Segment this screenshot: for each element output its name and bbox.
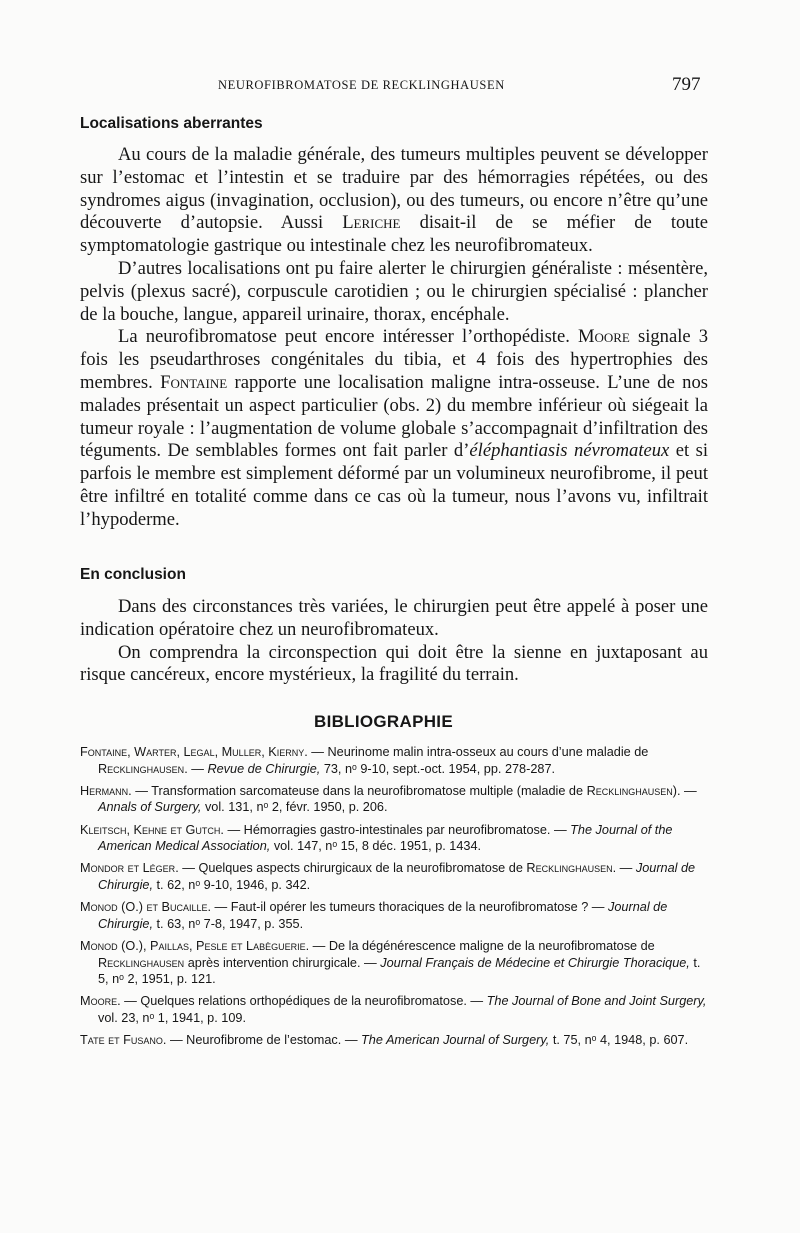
bibliography-heading: BIBLIOGRAPHIE [314,712,453,731]
entry-journal: The Journal of Bone and Joint Surgery, [486,994,707,1009]
entry-journal: The Journal of the American Medical Association, [98,822,673,854]
entry-reference: 73, nᵒ 9-10, sept.-oct. 1954, pp. 278-287. [320,761,556,776]
paragraph: Au cours de la maladie générale, des tumeurs multiples peuvent se développer sur l’estomac et l’intestin et se traduire par des hémorragies répétées, ou des syndromes aigus (invagination, occlusion), ou des tumeurs, ou encore n’être qu’une découverte d’autopsie. Aussi Leriche disait-il de se méfier de toute symptomatologie gastrique ou intestinale chez les neurofibromateux. [80,144,708,257]
page-number: 797 [672,74,701,95]
entry-text-smallcaps: Recklinghausen [586,783,673,798]
entry-text-smallcaps: Recklinghausen [98,761,185,776]
bibliography-entry [80,860,708,893]
entry-authors: Moore [80,994,118,1009]
entry-text: . — Hémorragies gastro-intestinales par neurofibromatose. — [220,822,571,837]
bibliography-entry [80,1032,708,1049]
paragraph: On comprendra la circonspection qui doit être la sienne en juxtaposant au risque cancéreux, encore mystérieux, la fragilité du terrain. [80,641,708,686]
entry-text: . — Neurinome malin intra-osseux au cours d’une maladie de [304,745,649,759]
bibliography-entry [80,899,708,932]
paragraph: La neurofibromatose peut encore intéresser l’orthopédiste. Moore signale 3 fois les pseudarthroses congénitales du tibia, et 4 fois des hypertrophies des membres. Fontaine rapporte une localisation maligne intra-osseuse. L’une de nos malades présentait un aspect particulier (obs. 2) du membre inférieur où siégeait la tumeur royale : l’augmentation de volume globale s’accompagnait d’infiltration des téguments. De semblables formes ont fait parler d’éléphantiasis névromateux et si parfois le membre est simplement déformé par un volumineux neurofibrome, il peut être infiltré en totalité comme dans ce cas où la tumeur, nous l’avons vu, infiltrait l’hypoderme. [80,326,708,530]
running-header [0,76,800,96]
entry-text-smallcaps: Recklinghausen [526,861,613,876]
bibliography-entry [80,744,708,777]
entry-text: . — Transformation sarcomateuse dans la neurofibromatose multiple (maladie de [128,783,587,798]
entry-text-2: . — [612,861,636,876]
entry-reference: t. 62, nᵒ 9-10, 1946, p. 342. [153,877,311,892]
paragraph: Dans des circonstances très variées, le chirurgien peut être appelé à poser une indication opératoire chez un neurofibromateux. [80,596,708,640]
author-name: Fontaine [160,371,228,393]
entry-reference: vol. 131, nᵒ 2, févr. 1950, p. 206. [201,800,388,815]
entry-journal: The American Journal of Surgery, [361,1033,550,1048]
italic-term: éléphantiasis névromateux [469,440,670,462]
entry-authors: Monod (O.) et Bucaille [80,900,208,915]
entry-text-2: après intervention chirurgicale. — [184,955,381,970]
section-heading-localisations: Localisations aberrantes [80,115,263,132]
entry-text: . — Quelques aspects chirurgicaux de la neurofibromatose de [175,861,527,876]
entry-authors: Fontaine, Warter, Legal, Muller, Kierny [80,745,305,759]
entry-text-2: . — [184,761,208,776]
entry-journal: Journal Français de Médecine et Chirurgie Thoracique, [380,955,690,970]
section-heading-conclusion: En conclusion [80,566,186,583]
entry-authors: Monod (O.), Paillas, Pesle et Labèguerie [80,938,306,953]
entry-text: . — Faut-il opérer les tumeurs thoraciques de la neurofibromatose ? — [207,900,609,915]
entry-authors: Tate et Fusano [80,1033,163,1048]
entry-journal: Journal de Chirurgie, [98,861,696,892]
bibliography-entry [80,783,708,816]
entry-journal: Annals of Surgery, [98,800,202,815]
entry-reference: vol. 147, nᵒ 15, 8 déc. 1951, p. 1434. [270,839,482,854]
entry-text-smallcaps: Recklinghausen [98,955,185,970]
bibliography-list [80,744,708,1054]
entry-reference: t. 75, nᵒ 4, 1948, p. 607. [549,1033,689,1048]
author-name: Moore [577,326,630,348]
bibliography-entry [80,993,708,1026]
entry-journal: Revue de Chirurgie, [207,761,321,776]
entry-authors: Kleitsch, Kehne et Gutch [80,822,221,837]
section-body-localisations [80,144,708,532]
paragraph: D’autres localisations ont pu faire alerter le chirurgien généraliste : mésentère, pelvis (plexus sacré), corpuscule carotidien ; ou le chirurgien spécialisé : plancher de la bouche, langue, appareil urinaire, thorax, encéphale. [80,257,708,325]
author-name: Leriche [342,212,401,234]
entry-journal: Journal de Chirurgie, [98,900,668,931]
entry-text: . — Quelques relations orthopédiques de la neurofibromatose. — [117,994,487,1009]
bibliography-entry [80,938,708,988]
running-title: NEUROFIBROMATOSE DE RECKLINGHAUSEN [218,78,505,92]
entry-text: . — Neurofibrome de l’estomac. — [162,1033,362,1048]
entry-text-2: ). — [672,783,697,798]
entry-reference: t. 5, nᵒ 2, 1951, p. 121. [98,955,701,987]
entry-text: . — De la dégénérescence maligne de la neurofibromatose de [305,938,655,953]
entry-reference: t. 63, nᵒ 7-8, 1947, p. 355. [153,916,304,931]
entry-reference: vol. 23, nᵒ 1, 1941, p. 109. [98,1010,246,1025]
bibliography-entry [80,822,708,855]
entry-authors: Hermann [80,783,129,798]
entry-authors: Mondor et Léger [80,861,176,876]
section-body-conclusion [80,596,708,687]
